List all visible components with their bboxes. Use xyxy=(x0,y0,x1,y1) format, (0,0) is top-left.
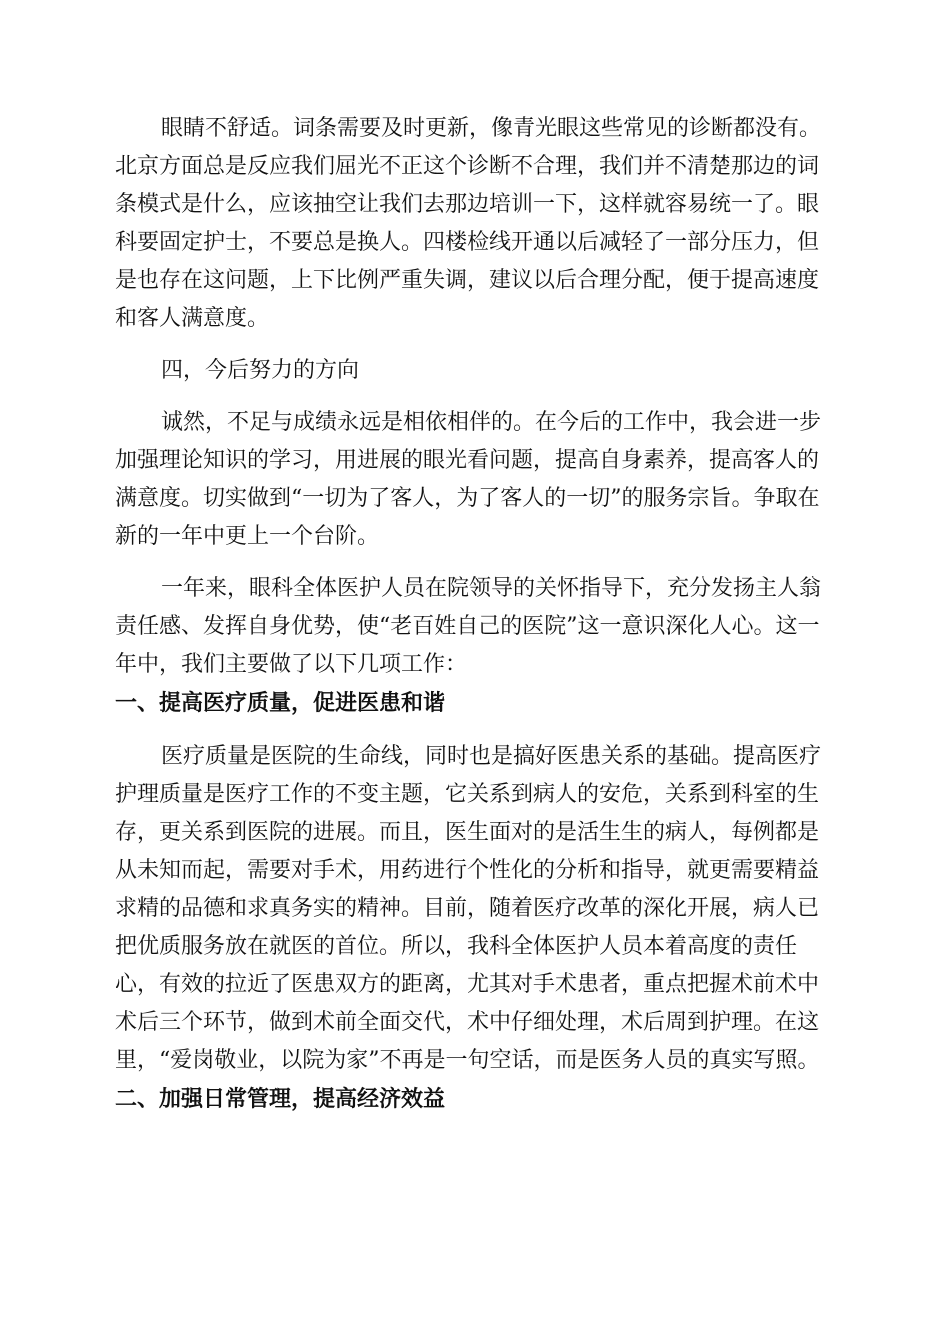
paragraph-year-summary: 一年来，眼科全体医护人员在院领导的关怀指导下，充分发扬主人翁责任感、发挥自身优势，使“老百姓自己的医院”这一意识深化人心。这一年中，我们主要做了以下几项工作： xyxy=(115,576,822,677)
section-heading-medical-quality: 一、提高医疗质量，促进医患和谐 xyxy=(115,690,446,716)
document-page xyxy=(115,110,835,1118)
section-heading-daily-management: 二、加强日常管理，提高经济效益 xyxy=(115,1086,446,1112)
paragraph-medical-quality: 医疗质量是医院的生命线，同时也是搞好医患关系的基础。提高医疗护理质量是医疗工作的不变主题，它关系到病人的安危，关系到科室的生存，更关系到医院的进展。而且，医生面对的是活生生的病人，每例都是从未知而起，需要对手术，用药进行个性化的分析和指导，就更需要精益求精的品德和求真务实的精神。目前，随着医疗改革的深化开展，病人已把优质服务放在就医的首位。所以，我科全体医护人员本着高度的责任心，有效的拉近了医患双方的距离，尤其对手术患者，重点把握术前术中术后三个环节，做到术前全面交代，术中仔细处理，术后周到护理。在这里，“爱岗敬业，以院为家”不再是一句空话，而是医务人员的真实写照。 xyxy=(115,744,822,1073)
paragraph-future-work: 诚然，不足与成绩永远是相依相伴的。在今后的工作中，我会进一步加强理论知识的学习，用进展的眼光看问题，提高自身素养，提高客人的满意度。切实做到“一切为了客人，为了客人的一切”的服务宗旨。争取在新的一年中更上一个台阶。 xyxy=(115,410,822,549)
paragraph-future-direction-title: 四，今后努力的方向 xyxy=(161,358,360,383)
paragraph-eye-discomfort: 眼睛不舒适。词条需要及时更新，像青光眼这些常见的诊断都没有。北京方面总是反应我们屈光不正这个诊断不合理，我们并不清楚那边的词条模式是什么，应该抽空让我们去那边培训一下，这样就容易统一了。眼科要固定护士，不要总是换人。四楼检线开通以后减轻了一部分压力，但是也存在这问题，上下比例严重失调，建议以后合理分配，便于提高速度和客人满意度。 xyxy=(115,116,822,331)
